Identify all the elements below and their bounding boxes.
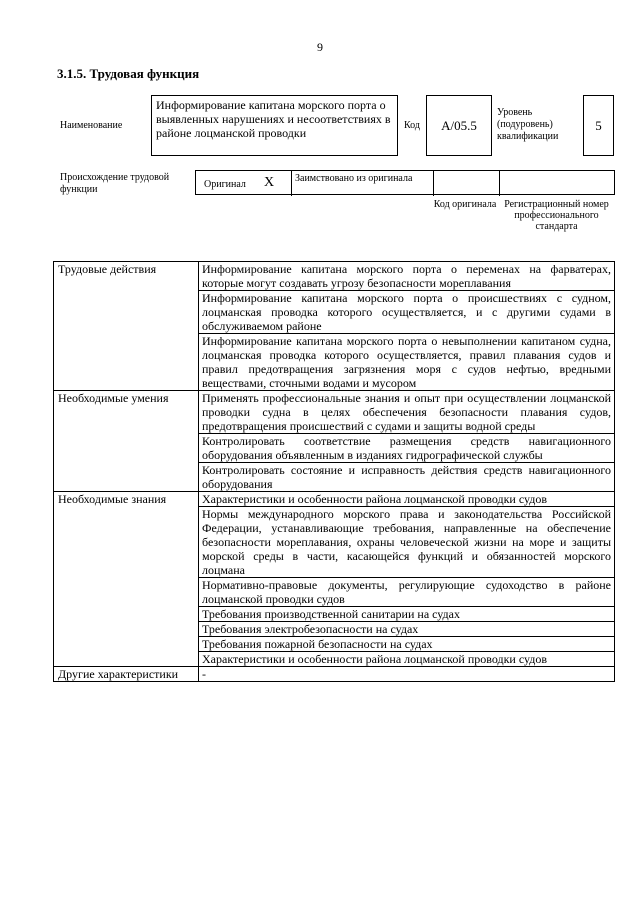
origin-original-cell [196, 171, 291, 196]
row-category: Другие характеристики [54, 667, 199, 682]
origin-borrowed-cell [291, 171, 433, 196]
labor-function-table [53, 261, 615, 682]
row-category: Трудовые действия [54, 262, 199, 391]
name-label: Наименование [60, 120, 123, 131]
code-original-caption: Код оригинала [433, 199, 497, 210]
reg-number-caption: Регистрационный номер профессионального стандарта [504, 199, 609, 232]
row-item-text: Требования производственной санитарии на судах [199, 607, 615, 622]
origin-table [195, 170, 615, 195]
row-category: Необходимые умения [54, 391, 199, 492]
table-row [54, 262, 615, 291]
row-item-text: - [199, 667, 615, 682]
row-item-text: Нормы международного морского права и законодательства Российской Федерации, устанавливающие требования, направленные на обеспечение безопасности мореплавания, охраны человеческой жизни на море и защиты морской среды в части, касающейся функций и обязанностей морского лоцмана [199, 507, 615, 578]
row-category: Необходимые знания [54, 492, 199, 667]
row-item-text: Характеристики и особенности района лоцманской проводки судов [199, 492, 615, 507]
table-row [54, 391, 615, 434]
row-item-text: Контролировать соответствие размещения средств навигационного оборудования объявленным в изданиях гидрографической службы [199, 434, 615, 463]
origin-original-label: Оригинал [204, 179, 246, 190]
table-row [54, 667, 615, 682]
origin-reg-cell [499, 171, 616, 196]
origin-original-mark: X [264, 175, 275, 190]
code-label: Код [404, 120, 420, 131]
section-title: 3.1.5. Трудовая функция [57, 66, 200, 81]
row-item-text: Требования электробезопасности на судах [199, 622, 615, 637]
row-item-text: Информирование капитана морского порта о происшествиях с судном, лоцманская проводка которого осуществляется, и с другими судами в обслуживаемом районе [199, 291, 615, 334]
row-item-text: Характеристики и особенности района лоцманской проводки судов [199, 652, 615, 667]
row-item-text: Нормативно-правовые документы, регулирующие судоходство в районе лоцманской проводки судов [199, 578, 615, 607]
table-row [54, 492, 615, 507]
row-item-text: Контролировать состояние и исправность действия средств навигационного оборудования [199, 463, 615, 492]
row-item-text: Информирование капитана морского порта о невыполнении капитаном судна, лоцманская проводка которого осуществляется, правил плавания судов и правил предотвращения загрязнения моря с судов нефтью, вредными веществами, сточными водами и мусором [199, 334, 615, 391]
row-item-text: Информирование капитана морского порта о переменах на фарватерах, которые могут создавать угрозу безопасности мореплавания [199, 262, 615, 291]
page-number: 9 [317, 40, 323, 54]
code-value: А/05.5 [426, 95, 492, 156]
qualification-level-value: 5 [583, 95, 614, 156]
name-value: Информирование капитана морского порта о выявленных нарушениях и несоответствиях в районе лоцманской проводки [151, 95, 398, 156]
qualification-level-label: Уровень (подуровень) квалификации [497, 107, 559, 142]
row-item-text: Требования пожарной безопасности на судах [199, 637, 615, 652]
row-item-text: Применять профессиональные знания и опыт при осуществлении лоцманской проводки судна в целях обеспечения безопасности плавания судов, предотвращения происшествий с судами и защиты водной среды [199, 391, 615, 434]
origin-label: Происхождение трудовой функции [60, 172, 170, 195]
origin-borrowed-label: Заимствовано из оригинала [295, 173, 413, 184]
origin-code-cell [433, 171, 499, 196]
